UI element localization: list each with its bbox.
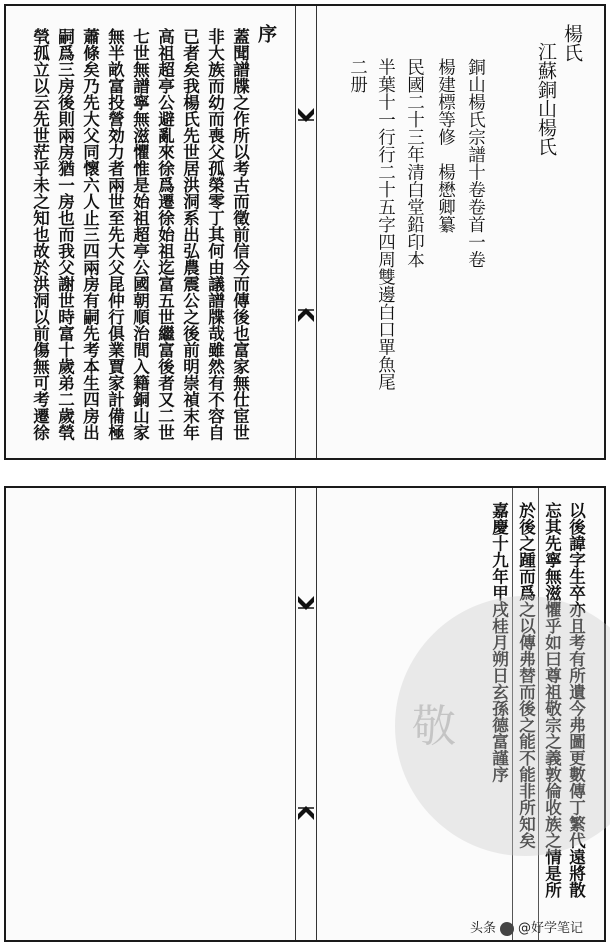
source-footer bbox=[470, 917, 583, 936]
account-avatar-icon bbox=[500, 922, 514, 936]
origin-line: 江蘇銅山楊氏 bbox=[535, 42, 557, 156]
title-line: 銅山楊氏宗譜十卷卷首一卷 bbox=[465, 58, 486, 268]
center-fold bbox=[295, 6, 317, 458]
preface-line: 七世無譜寧無滋懼惟是始祖超亭公國朝順治間入籍銅山家 bbox=[130, 28, 150, 441]
preface-line: 已者矣我楊氏先世居洪洞系出弘農震公之後前明崇禎末年 bbox=[180, 28, 200, 441]
preface-line: 非大族而幼而喪父孤榮零丁其何由議譜牒哉雖然有不容自 bbox=[205, 28, 225, 441]
fish-tail-icon bbox=[297, 106, 315, 124]
footer-account: @好学笔记 bbox=[518, 921, 584, 936]
preface-line: 嗣爲三房後則兩房猶一房也而我父謝世時富十歲弟二歲煢 bbox=[55, 28, 75, 441]
preface-continuation-line: 於後之踵而爲之以傳弗替而後之能不能非所知矣 bbox=[516, 502, 536, 849]
preface-line: 無半畝富投營効力者兩世至先大父昆仲行俱業賈家計備極 bbox=[105, 28, 125, 441]
preface-line: 高祖超亭公避亂來徐爲遷徐始祖迄富五世繼富後者又二世 bbox=[155, 28, 175, 441]
preface-continuation-line: 以後諱字生卒亦且考有所遺今弗圖更數傳丁繁代遠將散 bbox=[566, 502, 586, 898]
preface-line: 蕭條矣乃先大父同懷六人止三四兩房有嗣先考本生四房出 bbox=[80, 28, 100, 441]
page-spread-1 bbox=[4, 4, 606, 460]
watermark-text: 敬 bbox=[412, 701, 456, 752]
center-fold bbox=[295, 488, 317, 940]
preface-heading: 序 bbox=[255, 24, 277, 43]
preface-line: 煢孤立以云先世茫乎未之知也故於洪洞以前傷無可考遷徐 bbox=[30, 28, 50, 441]
preface-line: 蓋聞譜牒之作所以考古而徵前信今而傳後也富家無仕宦世 bbox=[230, 28, 250, 441]
preface-signature: 嘉慶十九年甲戌桂月朔日玄孫德富謹序 bbox=[489, 502, 509, 783]
surname-heading: 楊氏 bbox=[561, 24, 583, 62]
volumes-line: 二册 bbox=[347, 58, 368, 93]
format-line: 半葉十一行行二十五字四周雙邊白口單魚尾 bbox=[375, 58, 396, 391]
edition-line: 民國二十三年清白堂鉛印本 bbox=[404, 58, 425, 268]
footer-platform: 头条 bbox=[470, 921, 497, 936]
fish-tail-icon bbox=[297, 306, 315, 324]
compilers-line: 楊建標等修 楊懋卿纂 bbox=[435, 58, 456, 233]
preface-continuation-line: 忘其先寧無滋懼乎如曰尊祖敬宗之義敦倫收族之情是所 bbox=[542, 502, 562, 898]
fish-tail-icon bbox=[297, 804, 315, 822]
fish-tail-icon bbox=[297, 594, 315, 612]
